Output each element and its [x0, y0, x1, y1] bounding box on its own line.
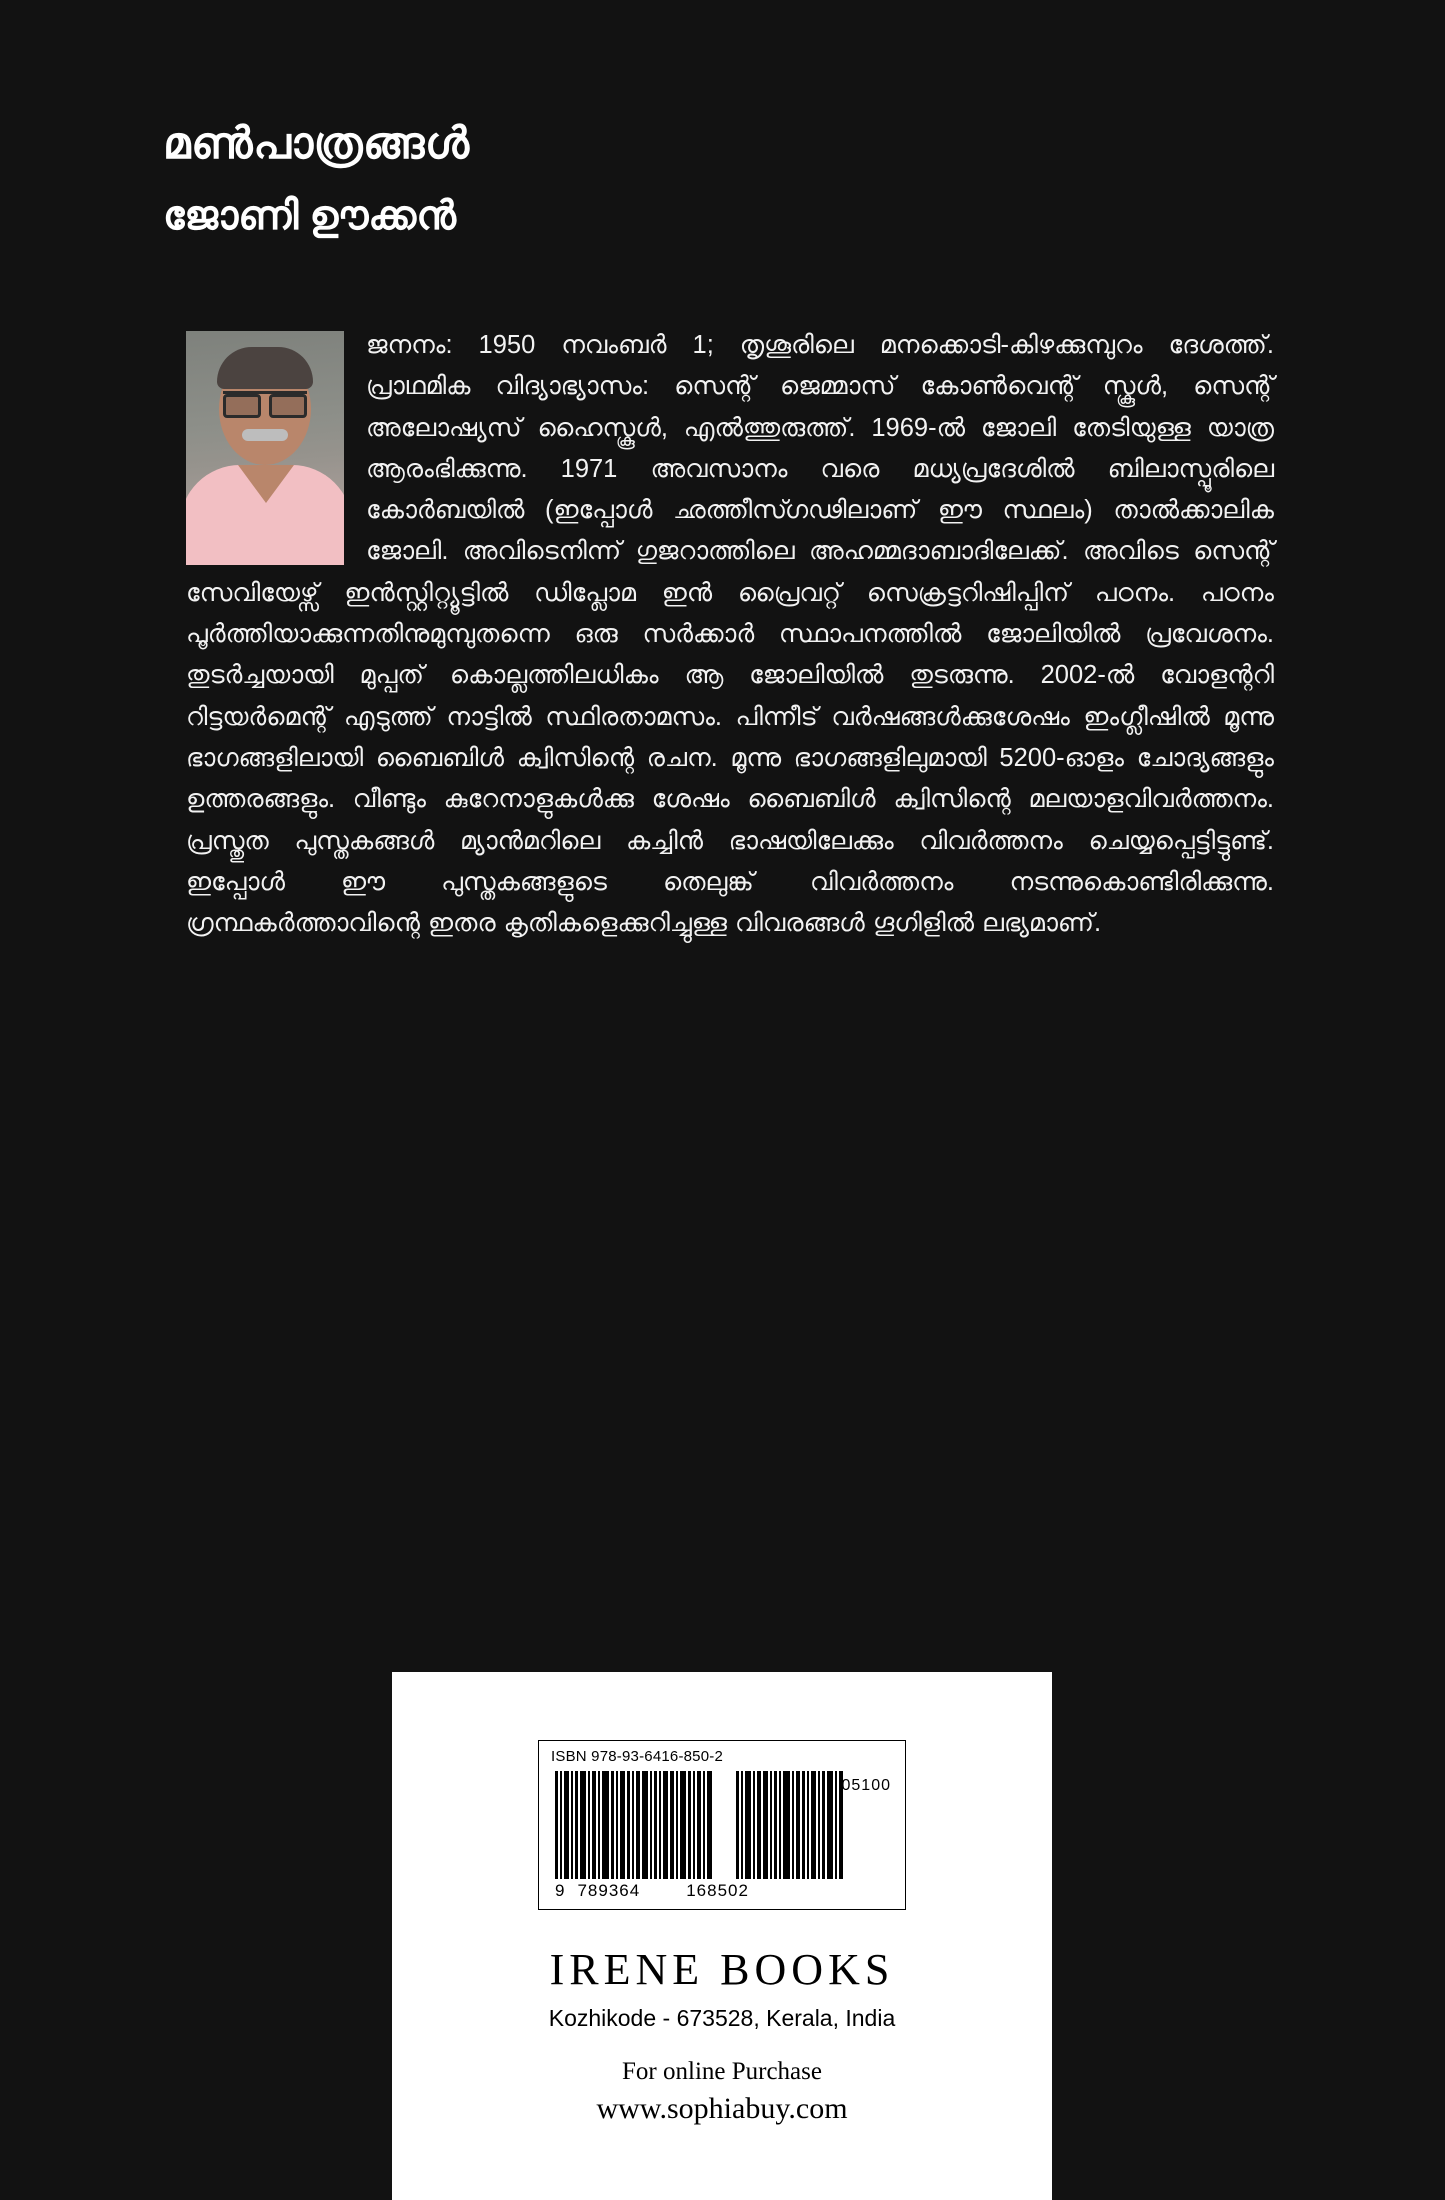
title-block [163, 120, 1283, 238]
publisher-address: Kozhikode - 673528, Kerala, India [548, 2005, 896, 2031]
photo-hair [217, 347, 313, 389]
author-blurb-area [186, 325, 1274, 944]
barcode-block [538, 1740, 906, 1910]
photo-glasses [223, 391, 307, 414]
publisher-name: IRENE BOOKS [549, 1945, 895, 1994]
photo-moustache [242, 429, 288, 441]
publisher-panel [392, 1672, 1052, 2200]
price-code: 05100 [841, 1777, 891, 1794]
barcode-digits [539, 1879, 905, 1909]
barcode-digit-group-2: 789364 [577, 1881, 641, 1900]
author-biography-text: ജനനം: 1950 നവംബർ 1; തൃശൂരിലെ മനക്കൊടി-കിഴക്കുമ്പുറം ദേശത്ത്. പ്രാഥമിക വിദ്യാഭ്യാസം: സെന്റ് ജെമ്മാസ് കോൺവെന്റ് സ്കൂൾ, സെന്റ് അലോഷ്യസ് ഹൈസ്കൂൾ, എൽത്തുരുത്ത്. 1969-ൽ ജോലി തേടിയുള്ള യാത്ര ആരംഭിക്കുന്നു. 1971 അവസാനം വരെ മധ്യപ്രദേശിൽ ബിലാസ്പൂരിലെ കോർബയിൽ (ഇപ്പോൾ ഛത്തീസ്ഗഢിലാണ് ഈ സ്ഥലം) താൽക്കാലിക ജോലി. അവിടെനിന്ന് ഗുജറാത്തിലെ അഹമ്മദാബാദിലേക്ക്. അവിടെ സെന്റ് സേവിയേഴ്സ് ഇൻസ്റ്റിറ്റ്യൂട്ടിൽ ഡിപ്ലോമ ഇൻ പ്രൈവറ്റ് സെക്രട്ടറിഷിപ്പിന് പഠനം. പഠനം പൂർത്തിയാക്കുന്നതിനുമുമ്പുതന്നെ ഒരു സർക്കാർ സ്ഥാപനത്തിൽ ജോലിയിൽ പ്രവേശനം. തുടർച്ചയായി മുപ്പത് കൊല്ലത്തിലധികം ആ ജോലിയിൽ തുടരുന്നു. 2002-ൽ വോളന്ററി റിട്ടയർമെന്റ് എടുത്ത് നാട്ടിൽ സ്ഥിരതാമസം. പിന്നീട് വർഷങ്ങൾക്കുശേഷം ഇംഗ്ലീഷിൽ മൂന്നു ഭാഗങ്ങളിലായി ബൈബിൾ ക്വിസിന്റെ രചന. മൂന്നു ഭാഗങ്ങളിലുമായി 5200-ഓളം ചോദ്യങ്ങളും ഉത്തരങ്ങളും. വീണ്ടും കുറേനാളുകൾക്കു ശേഷം ബൈബിൾ ക്വിസിന്റെ മലയാളവിവർത്തനം. പ്രസ്തുത പുസ്തകങ്ങൾ മ്യാൻമറിലെ കച്ചിൻ ഭാഷയിലേക്കും വിവർത്തനം ചെയ്യപ്പെട്ടിട്ടുണ്ട്. ഇപ്പോൾ ഈ പുസ്തകങ്ങളുടെ തെലുങ്ക് വിവർത്തനം നടന്നുകൊണ്ടിരിക്കുന്നു. ഗ്രന്ഥകർത്താവിന്റെ ഇതര കൃതികളെക്കുറിച്ചുള്ള വിവരങ്ങൾ ഗൂഗിളിൽ ലഭ്യമാണ്. [186, 331, 1274, 938]
isbn-label: ISBN 978-93-6416-850-2 [551, 1748, 724, 1765]
online-purchase-label: For online Purchase [622, 2058, 822, 2085]
publisher-website[interactable]: www.sophiabuy.com [596, 2092, 848, 2125]
barcode-digit-group-3: 168502 [686, 1881, 749, 1900]
barcode-digit-group-1: 9 [555, 1881, 566, 1900]
author-photo [186, 331, 344, 565]
page-title: മൺപാത്രങ്ങൾ [163, 119, 470, 168]
author-name: ജോണി ഊക്കൻ [163, 194, 456, 239]
